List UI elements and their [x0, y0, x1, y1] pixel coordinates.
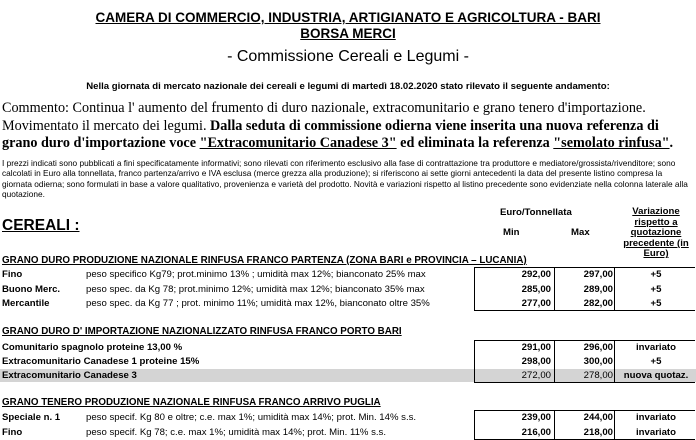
- price-max: 244,00: [583, 412, 613, 423]
- column-euro-ton: Euro/Tonnellata: [500, 207, 572, 218]
- price-variation: +5: [650, 284, 662, 295]
- row-desc: peso specif. Kg 80 e oltre; c.e. max 1%; umidità max 14%; prot. Min. 14% s.s.: [86, 412, 417, 423]
- grid-line: [554, 267, 555, 310]
- row-label: Speciale n. 1: [2, 412, 61, 423]
- price-max: 282,00: [583, 298, 613, 309]
- row-label: Extracomunitario Canadese 3: [2, 370, 137, 381]
- price-max: 289,00: [583, 284, 613, 295]
- price-variation: invariato: [636, 427, 676, 438]
- row-label: Fino: [2, 269, 23, 280]
- disclaimer-notes: I prezzi indicati sono pubblicati a fini specificatamente informativi; sono rilevati con riferimento esclusivo alla fase di contrattazione tra produttore e mediatore/grossista/rivenditore; sono calcolati in Euro alla tonnellata, franco partenza/arrivo e IVA esclusa (merce grezza alla produzione); si riferiscono ai sette giorni antecedenti la data del presente listino compresa la giornata odierna; sono formulati in base a valore qualitativo, provenienza e varietà del prodotto. Novità e variazioni rispetto al listino precedente sono evidenziate nella colonna laterale alla quotazione.: [2, 158, 688, 199]
- row-desc: peso specifico Kg79; prot.minimo 13% ; umidità max 12%; bianconato 25% max: [86, 269, 426, 280]
- group-title: GRANO DURO D' IMPORTAZIONE NAZIONALIZZATO RINFUSA FRANCO PORTO BARI: [2, 326, 402, 337]
- grid-line: [554, 410, 555, 439]
- price-max: 278,00: [583, 370, 613, 381]
- grid-line: [614, 410, 615, 439]
- group-title: GRANO DURO PRODUZIONE NAZIONALE RINFUSA FRANCO PARTENZA (ZONA BARI e PROVINCIA – LUCANIA): [2, 255, 527, 266]
- comment-line-1: Commento: Continua l' aumento del frumento di duro nazionale, extracomunitario e grano tenero d'importazione.: [2, 100, 646, 116]
- price-max: 218,00: [583, 427, 613, 438]
- price-min: 298,00: [521, 356, 551, 367]
- price-min: 285,00: [521, 284, 551, 295]
- row-label: Fino: [2, 427, 23, 438]
- grid-line: [474, 267, 475, 310]
- grid-line: [614, 340, 615, 382]
- price-variation: invariato: [636, 342, 676, 353]
- header-title: CAMERA DI COMMERCIO, INDUSTRIA, ARTIGIANATO E AGRICOLTURA - BARI: [95, 10, 601, 25]
- price-variation: +5: [650, 298, 662, 309]
- grid-line: [474, 340, 475, 382]
- price-grid-border: [474, 267, 695, 311]
- price-variation: nuova quotaz.: [623, 370, 689, 381]
- row-label: Extracomunitario Canadese 1 proteine 15%: [2, 356, 200, 367]
- price-min: 277,00: [521, 298, 551, 309]
- row-label: Comunitario spagnolo proteine 13,00 %: [2, 342, 183, 353]
- price-max: 300,00: [583, 356, 613, 367]
- section-cereali: CEREALI :: [2, 217, 80, 234]
- price-variation: +5: [650, 356, 662, 367]
- comment-line-2: Movimentato il mercato dei legumi. Dalla seduta di commissione odierna viene inserita una nuova referenza di: [2, 118, 659, 134]
- price-grid-border: [474, 410, 695, 440]
- header-subtitle: BORSA MERCI: [300, 26, 396, 41]
- row-desc: peso spec. da Kg 78; prot.minimo 12%; umidità max 12%; bianconato 35% max: [86, 284, 425, 295]
- intro-text: Nella giornata di mercato nazionale dei cereali e legumi di martedì 18.02.2020 stato rilevato il seguente andamento:: [86, 81, 610, 92]
- price-max: 296,00: [583, 342, 613, 353]
- grid-line: [474, 410, 475, 439]
- row-label: Mercantile: [2, 298, 50, 309]
- price-max: 297,00: [583, 269, 613, 280]
- row-desc: peso specif. Kg 78; c.e. max 1%; umidità max 14%; prot. Min. 11% s.s.: [86, 427, 387, 438]
- price-min: 239,00: [521, 412, 551, 423]
- column-min: Min: [503, 227, 520, 238]
- price-min: 291,00: [521, 342, 551, 353]
- header-commission: - Commissione Cereali e Legumi -: [227, 48, 469, 65]
- price-variation: +5: [650, 269, 662, 280]
- comment-line-3: grano duro d'importazione voce "Extracomunitario Canadese 3" ed eliminata la referenza "semolato rinfusa".: [2, 135, 674, 151]
- price-grid-border: [474, 340, 695, 383]
- row-label: Buono Merc.: [2, 284, 61, 295]
- price-min: 292,00: [521, 269, 551, 280]
- grid-line: [614, 267, 615, 310]
- column-max: Max: [571, 227, 590, 238]
- grid-line: [554, 340, 555, 382]
- price-min: 216,00: [521, 427, 551, 438]
- price-min: 272,00: [521, 370, 551, 381]
- column-variation: Variazione rispetto a quotazione precedente (in Euro): [623, 206, 689, 260]
- group-title: GRANO TENERO PRODUZIONE NAZIONALE RINFUSA FRANCO ARRIVO PUGLIA: [2, 397, 381, 408]
- price-variation: invariato: [636, 412, 676, 423]
- row-desc: peso spec. da Kg 77 ; prot. minimo 11%; umidità max 12%, bianconato oltre 35%: [86, 298, 430, 309]
